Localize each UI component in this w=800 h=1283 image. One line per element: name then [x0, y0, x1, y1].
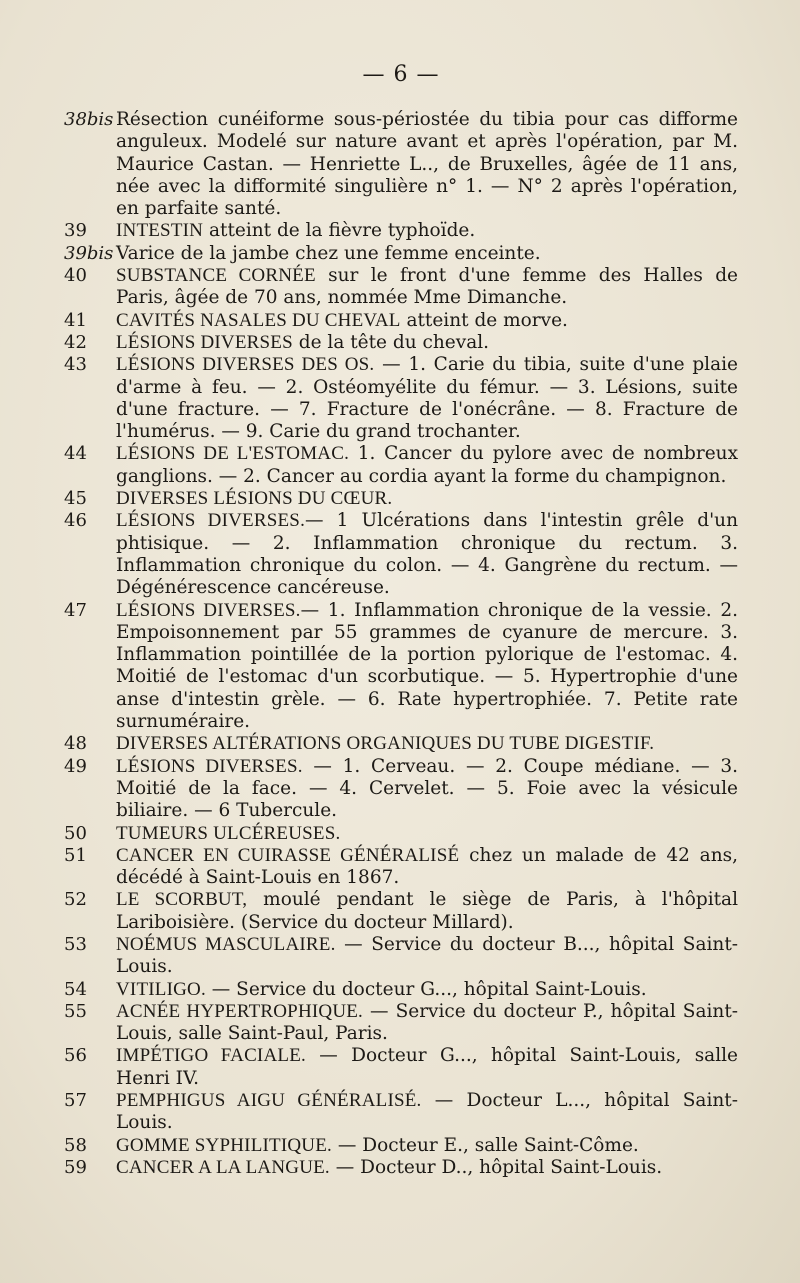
entry-number: 39bis [64, 242, 114, 264]
entry-description: atteint de la fièvre typhoïde. [203, 220, 476, 242]
entry-description: chez un malade de 42 ans, décédé à Saint-Louis en 1867. [116, 844, 738, 889]
entry-title: LÉSIONS DIVERSES. [116, 510, 306, 532]
entry-number: 52 [64, 889, 87, 911]
entry-number: 43 [64, 354, 87, 376]
entry-number: 59 [64, 1156, 87, 1178]
entry-number: 51 [64, 844, 87, 866]
catalog-entry [64, 310, 738, 332]
entry-number: 46 [64, 510, 87, 532]
entry-title: IMPÉTIGO FACIALE. [116, 1045, 306, 1067]
catalog-entry [64, 109, 738, 220]
catalog-entry [64, 488, 738, 510]
entry-description: — Service du docteur G..., hôpital Saint-Louis. [205, 978, 647, 1000]
entry-number: 41 [64, 309, 87, 331]
entry-title: LÉSIONS DIVERSES [116, 331, 293, 353]
catalog-entry [64, 823, 738, 845]
entry-number: 47 [64, 599, 87, 621]
entry-title: GOMME SYPHILITIQUE. [116, 1134, 332, 1156]
entry-title: VITILIGO. [116, 978, 206, 1000]
entry-number: 55 [64, 1000, 87, 1022]
catalog-entry [64, 1157, 738, 1179]
entry-description: — Service du docteur P., hôpital Saint-Louis, salle Saint-Paul, Paris. [116, 1000, 738, 1045]
catalog-entry [64, 889, 738, 934]
entry-title: LÉSIONS DIVERSES. [116, 599, 301, 621]
entry-number: 40 [64, 265, 87, 287]
entry-title: LÉSIONS DIVERSES DES OS. [116, 354, 375, 376]
entry-description: — Service du docteur B..., hôpital Saint-Louis. [116, 933, 739, 978]
entry-number: 56 [64, 1045, 87, 1067]
entry-description: de la tête du cheval. [292, 331, 490, 353]
entry-title: ACNÉE HYPERTROPHIQUE. [116, 1000, 363, 1022]
page-number: — 6 — [362, 62, 440, 87]
entry-description: moulé pendant le siège de Paris, à l'hôpital Lariboisière. (Service du docteur Millard). [116, 889, 739, 933]
catalog-entry [64, 243, 738, 265]
catalog-entry [64, 220, 738, 242]
entry-title: DIVERSES ALTÉRATIONS ORGANIQUES DU TUBE DIGESTIF. [116, 733, 655, 755]
entry-number: 39 [64, 220, 87, 242]
catalog-entry [64, 443, 738, 488]
catalog-entry [64, 934, 738, 979]
entry-title: CANCER EN CUIRASSE GÉNÉRALISÉ [116, 844, 460, 866]
catalog-entry [64, 1001, 738, 1046]
entry-title: CANCER A LA LANGUE. [116, 1156, 330, 1178]
catalog-entry [64, 979, 738, 1001]
entry-description: — Docteur G..., hôpital Saint-Louis, salle Henri IV. [116, 1045, 738, 1089]
entry-number: 49 [64, 755, 87, 777]
entry-number: 44 [64, 443, 87, 465]
catalog-entry [64, 332, 738, 354]
entry-description: — Docteur E., salle Saint-Côme. [331, 1134, 639, 1156]
entry-description: — 1. Inflammation chronique de la vessie. 2. Empoisonnement par 55 grammes de cyanure de mercure. 3. Inflammation pointillée de la portion pylorique de l'estomac. 4. Moitié de l'estomac d'un scorbutique. — 5. Hypertrophie d'une anse d'intestin grèle. — 6. Rate hypertrophiée. 7. Petite rate surnuméraire. [116, 599, 738, 733]
entry-title: NOÉMUS MASCULAIRE. [116, 933, 336, 955]
entry-title: PEMPHIGUS AIGU GÉNÉRALISÉ. [116, 1090, 422, 1112]
entry-description: atteint de morve. [400, 309, 568, 331]
entry-number: 38bis [64, 109, 114, 130]
entry-description: Résection cunéiforme sous-périostée du tibia pour cas difforme anguleux. Modelé sur nature avant et après l'opération, par M. Maurice Castan. — Henriette L.., de Bruxelles, âgée de 11 ans, née avec la difformité singulière n° 1. — N° 2 après l'opération, en parfaite santé. [116, 109, 738, 220]
catalog-entry [64, 354, 738, 443]
catalog-entry [64, 756, 738, 823]
entry-title: TUMEURS ULCÉREUSES. [116, 822, 341, 844]
catalog-entry [64, 1135, 738, 1157]
catalog-entry [64, 1045, 738, 1090]
entry-title: CAVITÉS NASALES DU CHEVAL [116, 309, 401, 331]
catalog-entry [64, 265, 738, 310]
entry-description: — 1. Cerveau. — 2. Coupe médiane. — 3. Moitié de la face. — 4. Cervelet. — 5. Foie avec la vésicule biliaire. — 6 Tubercule. [116, 755, 738, 822]
catalog-list [64, 109, 738, 1179]
entry-number: 50 [64, 822, 87, 844]
entry-title: LÉSIONS DIVERSES. [116, 755, 303, 777]
entry-title: LE SCORBUT, [116, 889, 248, 911]
entry-title: DIVERSES LÉSIONS DU CŒUR. [116, 488, 393, 510]
catalog-entry [64, 1090, 738, 1135]
entry-description: — 1 Ulcérations dans l'intestin grêle d'un phtisique. — 2. Inflammation chronique du rectum. 3. Inflammation chronique du colon. — 4. Gangrène du rectum. — Dégénérescence cancéreuse. [116, 510, 738, 599]
catalog-entry [64, 733, 738, 755]
entry-description: — Docteur L..., hôpital Saint-Louis. [116, 1090, 738, 1134]
entry-description: sur le front d'une femme des Halles de Paris, âgée de 70 ans, nommée Mme Dimanche. [116, 265, 738, 309]
entry-number: 58 [64, 1134, 87, 1156]
entry-description: 1. Cancer du pylore avec de nombreux ganglions. — 2. Cancer au cordia ayant la forme du champignon. [116, 443, 739, 487]
entry-description: Varice de la jambe chez une femme enceinte. [116, 242, 541, 264]
entry-number: 57 [64, 1090, 87, 1112]
catalog-entry [64, 510, 738, 599]
entry-number: 42 [64, 331, 87, 353]
entry-description: — Docteur D.., hôpital Saint-Louis. [329, 1156, 663, 1178]
entry-title: LÉSIONS DE L'ESTOMAC. [116, 443, 350, 465]
entry-description: — 1. Carie du tibia, suite d'une plaie d'arme à feu. — 2. Ostéomyélite du fémur. — 3. Lésions, suite d'une fracture. — 7. Fracture de l'onécrâne. — 8. Fracture de l'humérus. — 9. Carie du grand trochanter. [116, 354, 738, 443]
entry-number: 53 [64, 933, 87, 955]
catalog-entry [64, 600, 738, 734]
entry-number: 54 [64, 978, 87, 1000]
entry-number: 48 [64, 733, 87, 755]
entry-title: INTESTIN [116, 220, 204, 242]
catalog-entry [64, 845, 738, 890]
entry-number: 45 [64, 488, 87, 510]
entry-title: SUBSTANCE CORNÉE [116, 265, 316, 287]
